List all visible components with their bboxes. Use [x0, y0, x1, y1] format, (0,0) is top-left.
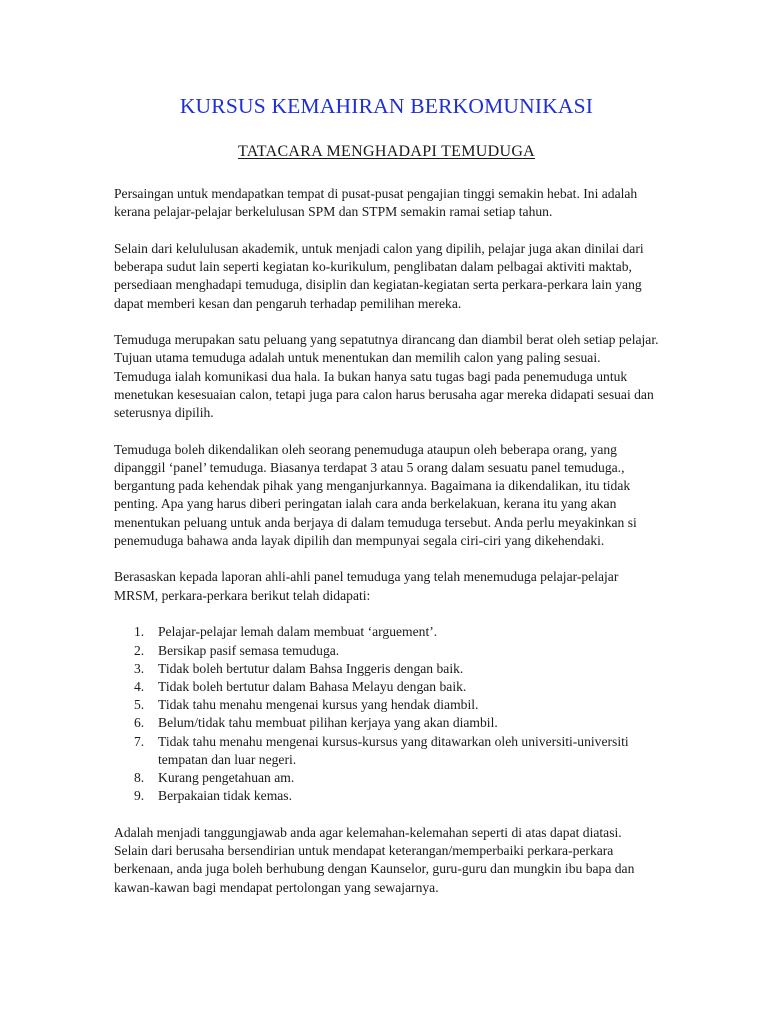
list-item-text: Tidak boleh bertutur dalam Bahasa Melayu dengan baik.	[158, 678, 467, 694]
list-item-number: 5.	[134, 697, 145, 713]
paragraph-panel-findings: Berasaskan kepada laporan ahli-ahli panel temuduga yang telah menemuduga pelajar-pelajar MRSM, perkara-perkara berikut telah didapati:	[114, 569, 619, 603]
findings-list	[114, 623, 659, 805]
list-item	[114, 678, 659, 696]
list-item-text: Bersikap pasif semasa temuduga.	[158, 642, 340, 658]
list-item-number: 6.	[134, 715, 145, 731]
list-item	[114, 660, 659, 678]
paragraph-intro: Persaingan untuk mendapatkan tempat di pusat-pusat pengajian tinggi semakin hebat. Ini adalah kerana pelajar-pelajar berkelulusan SPM dan STPM semakin ramai setiap tahun.	[114, 186, 638, 220]
list-item	[114, 787, 659, 805]
list-item-text: Tidak boleh bertutur dalam Bahsa Inggeris dengan baik.	[158, 660, 464, 676]
list-item-text: Belum/tidak tahu membuat pilihan kerjaya yang akan diambil.	[158, 715, 498, 731]
list-item-text: Kurang pengetahuan am.	[158, 769, 295, 785]
list-item-number: 3.	[134, 660, 145, 676]
list-item-text: Tidak tahu menahu mengenai kursus-kursus yang ditawarkan oleh universiti-universiti tempatan dan luar negeri.	[158, 733, 629, 767]
paragraph-interview-purpose: Temuduga merupakan satu peluang yang sepatutnya dirancang dan diambil berat oleh setiap pelajar. Tujuan utama temuduga adalah untuk menentukan dan memilih calon yang paling sesuai. Temuduga ialah komunikasi dua hala. Ia bukan hanya satu tugas bagi pada penemuduga untuk menetukan kesesuaian calon, tetapi juga para calon harus berusaha agar mereka didapati sesuai dan seterusnya dipilih.	[114, 332, 659, 421]
list-item	[114, 696, 659, 714]
list-item-number: 4.	[134, 678, 145, 694]
list-item-number: 1.	[134, 624, 145, 640]
list-item-text: Berpakaian tidak kemas.	[158, 788, 292, 804]
list-item-number: 7.	[134, 733, 145, 749]
document-page	[114, 92, 659, 897]
paragraph-closing: Adalah menjadi tanggungjawab anda agar kelemahan-kelemahan seperti di atas dapat diatasi. Selain dari berusaha bersendirian untuk mendapat keterangan/memperbaiki perkara-perkara berkenaan, anda juga boleh berhubung dengan Kaunselor, guru-guru dan mungkin ibu bapa dan kawan-kawan bagi mendapat pertolongan yang sewajarnya.	[114, 824, 635, 895]
list-item-number: 9.	[134, 788, 145, 804]
list-item-number: 8.	[134, 769, 145, 785]
document-subtitle: TATACARA MENGHADAPI TEMUDUGA	[237, 143, 536, 160]
paragraph-selection-criteria: Selain dari kelululusan akademik, untuk menjadi calon yang dipilih, pelajar juga akan dinilai dari beberapa sudut lain seperti kegiatan ko-kurikulum, penglibatan dalam pelbagai aktiviti maktab, persediaan menghadapi temuduga, disiplin dan kegiatan-kegiatan serta perkara-perkara lain yang dapat memberi kesan dan pengaruh terhadap pemilihan mereka.	[114, 240, 644, 311]
list-item	[114, 623, 659, 641]
paragraph-interview-panel: Temuduga boleh dikendalikan oleh seorang penemuduga ataupun oleh beberapa orang, yang dipanggil ‘panel’ temuduga. Biasanya terdapat 3 atau 5 orang dalam sesuatu panel temuduga., bergantung pada kehendak pihak yang menganjurkannya. Bagaimana ia dikendalikan, itu tidak penting. Apa yang harus diberi peringatan ialah cara anda berkelakuan, kerana itu yang akan menentukan peluang untuk anda berjaya di dalam temuduga tersebut. Anda perlu meyakinkan si penemuduga bahawa anda layak dipilih dan mempunyai segala ciri-ciri yang dikehendaki.	[114, 441, 637, 548]
list-item	[114, 769, 659, 787]
list-item	[114, 733, 659, 769]
list-item	[114, 714, 659, 732]
list-item-number: 2.	[134, 642, 145, 658]
list-item-text: Tidak tahu menahu mengenai kursus yang hendak diambil.	[158, 697, 479, 713]
list-item	[114, 642, 659, 660]
document-title: KURSUS KEMAHIRAN BERKOMUNIKASI	[179, 94, 594, 118]
list-item-text: Pelajar-pelajar lemah dalam membuat ‘arguement’.	[158, 624, 438, 640]
